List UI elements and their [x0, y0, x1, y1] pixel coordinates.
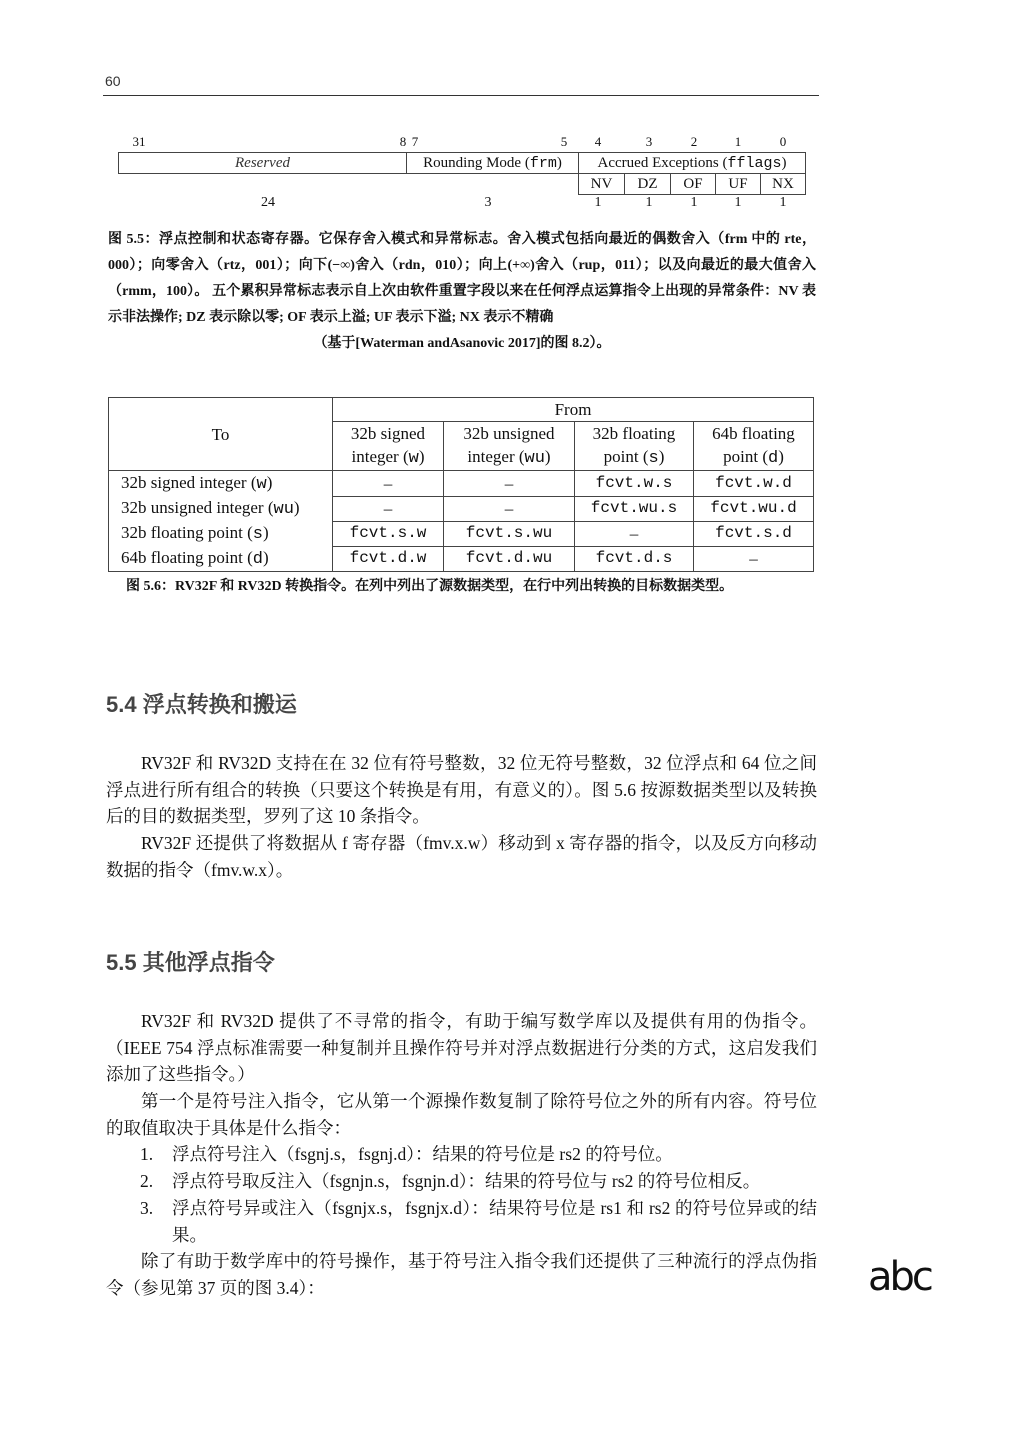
field-label: Rounding Mode ( [423, 154, 530, 171]
table-cell: fcvt.d.wu [444, 546, 575, 572]
table-cell: – [444, 471, 575, 497]
table-cell: fcvt.d.w [333, 546, 444, 572]
table-cell: fcvt.s.w [333, 521, 444, 546]
row-header: 64b floating point (d) [109, 546, 333, 572]
table-row [109, 546, 814, 572]
section-heading-5-5: 5.5 其他浮点指令 [106, 950, 275, 975]
flag-of: OF [670, 173, 716, 195]
column-header: 64b floating point (d) [694, 422, 814, 471]
paragraph: 第一个是符号注入指令，它从第一个源操作数复制了除符号位之外的所有内容。符号位的取值取决于具体是什么指令： [106, 1091, 817, 1138]
table-cell: fcvt.wu.s [575, 496, 694, 521]
field-label: Accrued Exceptions ( [597, 154, 728, 171]
list-item: 1. 浮点符号注入（fsgnj.s，fsgnj.d）：结果的符号位是 rs2 的符号位。 [140, 1144, 673, 1164]
column-header: 32b signed integer (w) [333, 422, 444, 471]
row-header: 32b floating point (s) [109, 521, 333, 546]
paragraph: RV32F 和 RV32D 提供了不寻常的指令，有助于编写数学库以及提供有用的伪指令。（IEEE 754 浮点标准需要一种复制并且操作符号并对浮点数据进行分类的方式，这启发我们添加了这些指令。） [106, 1011, 817, 1085]
bit-label: 8 [399, 134, 407, 149]
list-item: 2. 浮点符号取反注入（fsgnjn.s，fsgnjn.d）：结果的符号位与 rs2 的符号位相反。 [140, 1171, 761, 1191]
bit-label: 31 [132, 134, 146, 149]
figure-5-5-caption [108, 227, 816, 357]
figure-5-6-caption: 图 5.6：RV32F 和 RV32D 转换指令。在列中列出了源数据类型，在行中列出转换的目标数据类型。 [126, 579, 734, 594]
field-code: frm [529, 154, 557, 172]
table-row [109, 521, 814, 546]
column-header: 32b unsigned integer (wu) [444, 422, 575, 471]
row-header: 32b signed integer (w) [109, 471, 333, 497]
bit-label: 0 [779, 134, 787, 149]
table-row [109, 471, 814, 497]
bit-label: 4 [594, 134, 602, 149]
table-cell: – [333, 471, 444, 497]
field-width: 3 [484, 195, 492, 210]
table-cell: fcvt.w.s [575, 471, 694, 497]
row-header: 32b unsigned integer (wu) [109, 496, 333, 521]
header-rule [103, 95, 819, 96]
section-heading-5-4: 5.4 浮点转换和搬运 [106, 692, 297, 717]
bit-label: 2 [690, 134, 698, 149]
flag-nx: NX [760, 173, 806, 195]
table-cell: fcvt.s.wu [444, 521, 575, 546]
table-cell: – [333, 496, 444, 521]
flag-nv: NV [578, 173, 625, 195]
to-header: To [109, 398, 333, 471]
abc-margin-logo: abc [868, 1254, 931, 1300]
accrued-exceptions-field [578, 152, 806, 174]
field-close: ) [556, 154, 562, 171]
table-cell: fcvt.d.s [575, 546, 694, 572]
field-width: 1 [690, 195, 698, 210]
bit-label: 3 [645, 134, 653, 149]
from-header: From [333, 398, 814, 422]
conversion-table [108, 397, 814, 572]
bit-label: 7 [411, 134, 419, 149]
field-width: 1 [734, 195, 742, 210]
field-width: 1 [594, 195, 602, 210]
paragraph: RV32F 还提供了将数据从 f 寄存器（fmv.x.w）移动到 x 寄存器的指令，以及反方向移动数据的指令（fmv.w.x）。 [106, 833, 817, 880]
field-code: fflags [727, 154, 782, 172]
bit-label: 5 [560, 134, 568, 149]
table-cell: – [575, 521, 694, 546]
paragraph: RV32F 和 RV32D 支持在在 32 位有符号整数，32 位无符号整数，32 位浮点和 64 位之间浮点进行所有组合的转换（只要这个转换是有用，有意义的）。图 5.6 按源数据类型以及转换后的目的数据类型，罗列了这 10 条指令。 [106, 753, 817, 827]
flag-uf: UF [715, 173, 761, 195]
bit-label: 1 [734, 134, 742, 149]
field-width: 1 [645, 195, 653, 210]
list-item: 3. 浮点符号异或注入（fsgnjx.s，fsgnjx.d）：结果符号位是 rs1 和 rs2 的符号位异或的结果。 [140, 1198, 817, 1245]
reserved-field: Reserved [118, 152, 407, 174]
paragraph: 除了有助于数学库中的符号操作，基于符号注入指令我们还提供了三种流行的浮点伪指令（参见第 37 页的图 3.4）： [106, 1251, 817, 1298]
column-header: 32b floating point (s) [575, 422, 694, 471]
field-close: ) [781, 154, 787, 171]
table-cell: – [694, 546, 814, 572]
field-width: 1 [779, 195, 787, 210]
table-cell: fcvt.wu.d [694, 496, 814, 521]
rounding-mode-field [406, 152, 579, 174]
caption-text-last: （基于[Waterman andAsanovic 2017]的图 8.2）。 [313, 336, 611, 351]
table-row [109, 496, 814, 521]
table-cell: fcvt.s.d [694, 521, 814, 546]
table-cell: – [444, 496, 575, 521]
caption-text: 图 5.5：浮点控制和状态寄存器。它保存舍入模式和异常标志。舍入模式包括向最近的偶数舍入（frm 中的 rte，000）；向零舍入（rtz，001）；向下(−∞)舍入（rdn，010）；向上(+∞)舍入（rup，011）；以及向最近的最大值舍入（rmm，100）。 五个累积异常标志表示自上次由软件重置字段以来在任何浮点运算指令上出现的异常条件：NV 表示非法操作; DZ 表示除以零; OF 表示上溢; UF 表示下溢; NX 表示不精确 [108, 232, 816, 325]
field-width: 24 [261, 195, 275, 210]
table-cell: fcvt.w.d [694, 471, 814, 497]
page-number: 60 [105, 73, 121, 89]
flag-dz: DZ [624, 173, 671, 195]
